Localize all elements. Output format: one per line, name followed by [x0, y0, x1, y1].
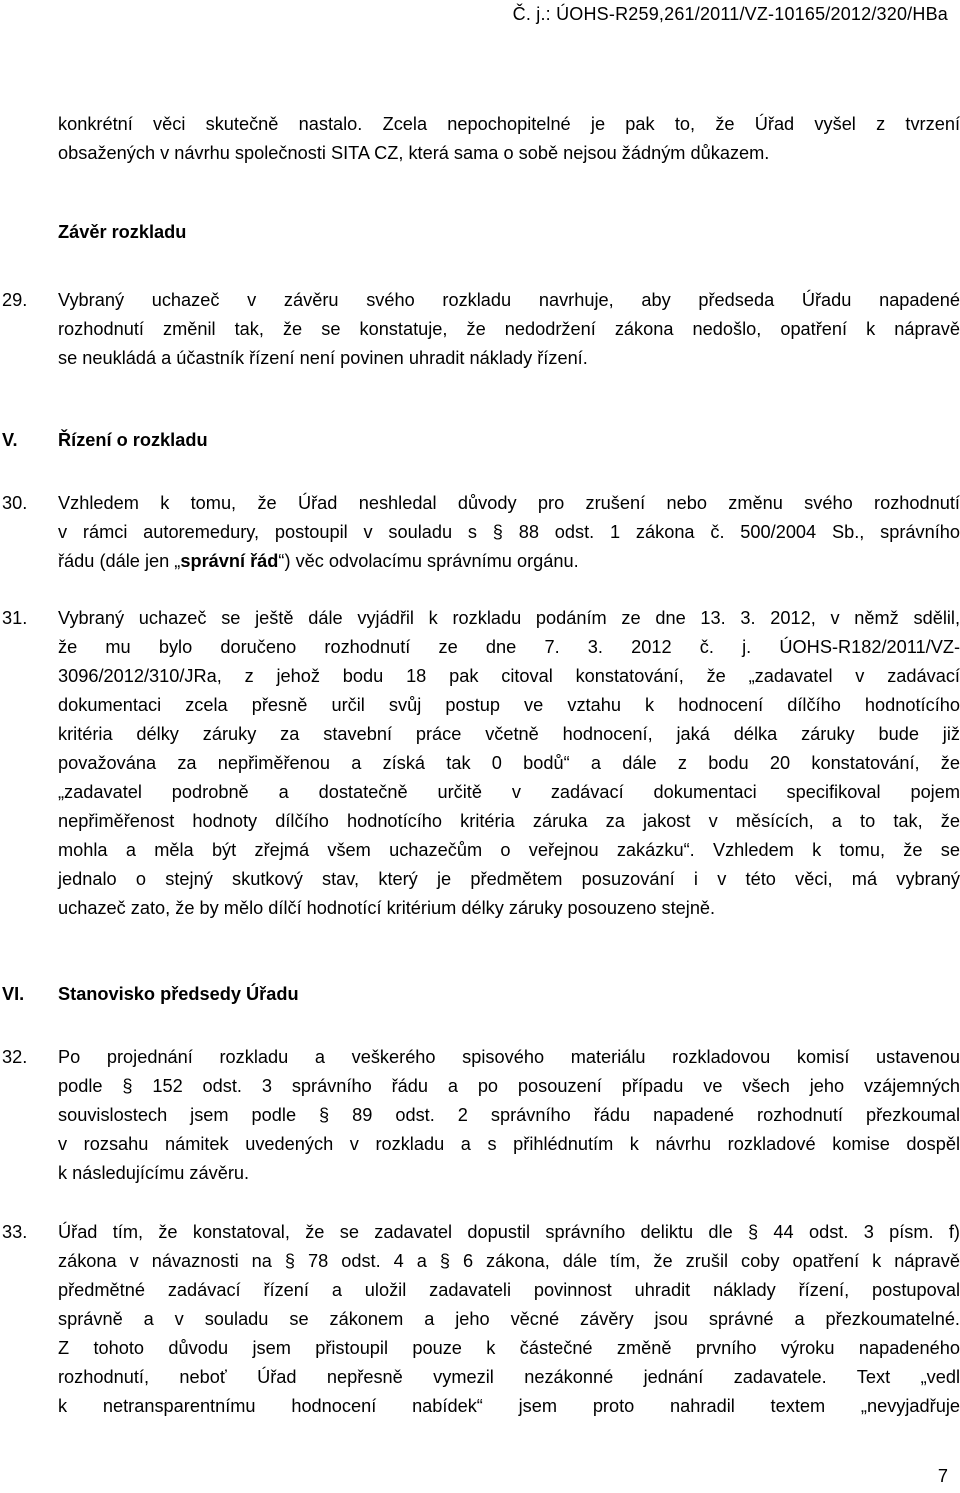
page-number: 7	[937, 1466, 948, 1486]
paragraph-number-32: 32.	[2, 1047, 28, 1067]
intro-line-1: konkrétní věci skutečně nastalo. Zcela nepochopitelné je pak to, že Úřad vyšel z tvrzení	[58, 114, 960, 134]
paragraph-29-line: se neukládá a účastník řízení není povinen uhradit náklady řízení.	[58, 348, 588, 368]
paragraph-30-text: řádu (dále jen „	[58, 551, 181, 571]
paragraph-32-line: k následujícímu závěru.	[58, 1163, 250, 1183]
paragraph-31-line: dokumentaci zcela přesně určil svůj postup ve vztahu k hodnocení dílčího hodnotícího	[58, 695, 960, 715]
section-title-rizeni-o-rozkladu: Řízení o rozkladu	[58, 430, 208, 450]
intro-line-2: obsažených v návrhu společnosti SITA CZ, která sama o sobě nejsou žádným důkazem.	[58, 143, 770, 163]
section-number-vi: VI.	[2, 984, 25, 1004]
paragraph-number-31: 31.	[2, 608, 28, 628]
document-reference-header: Č. j.: ÚOHS-R259,261/2011/VZ-10165/2012/320/HBa	[512, 4, 948, 24]
paragraph-31-line: Vybraný uchazeč se ještě dále vyjádřil k rozkladu podáním ze dne 13. 3. 2012, v němž sdělil,	[58, 608, 960, 628]
paragraph-29-line: rozhodnutí změnil tak, že se konstatuje, že nedodržení zákona nedošlo, opatření k nápravě	[58, 319, 960, 339]
paragraph-30-line	[58, 547, 960, 576]
paragraph-31-line: uchazeč zato, že by mělo dílčí hodnotící kritérium délky záruky posouzeno stejně.	[58, 898, 716, 918]
paragraph-33-line: zákona v návaznosti na § 78 odst. 4 a § 6 zákona, dále tím, že zrušil coby opatření k nápravě	[58, 1251, 960, 1271]
paragraph-32-line: souvislostech jsem podle § 89 odst. 2 správního řádu napadené rozhodnutí přezkoumal	[58, 1105, 960, 1125]
paragraph-31-line: považována za nepřiměřenou a získá tak 0 bodů“ a dále z bodu 20 konstatování, že	[58, 753, 960, 773]
paragraph-31-line: mohla a měla být zřejmá všem uchazečům o veřejnou zakázku“. Vzhledem k tomu, že se	[58, 840, 960, 860]
paragraph-31-line: jednalo o stejný skutkový stav, který je předmětem posuzování i v této věci, má vybraný	[58, 869, 960, 889]
paragraph-31-line: že mu bylo doručeno rozhodnutí ze dne 7. 3. 2012 č. j. ÚOHS-R182/2011/VZ-	[58, 637, 960, 657]
heading-zaver-rozkladu: Závěr rozkladu	[58, 222, 187, 242]
paragraph-31-line: 3096/2012/310/JRa, z jehož bodu 18 pak citoval konstatování, že „zadavatel v zadávací	[58, 666, 960, 686]
paragraph-31	[58, 604, 960, 923]
intro-paragraph	[58, 110, 960, 168]
paragraph-number-29: 29.	[2, 290, 28, 310]
section-number-v: V.	[2, 430, 18, 450]
defined-term-spravni-rad: správní řád	[180, 551, 279, 571]
paragraph-30-line: Vzhledem k tomu, že Úřad neshledal důvody pro zrušení nebo změnu svého rozhodnutí	[58, 493, 960, 513]
paragraph-29	[58, 286, 960, 373]
paragraph-33-line: Z tohoto důvodu jsem přistoupil pouze k částečné změně prvního výroku napadeného	[58, 1338, 960, 1358]
paragraph-33-line: správně a v souladu se zákonem a jeho věcné závěry jsou správné a přezkoumatelné.	[58, 1309, 960, 1329]
paragraph-33	[58, 1218, 960, 1421]
paragraph-31-line: nepřiměřenost hodnoty dílčího hodnotícího kritéria záruka za jakost v měsících, a to tak, že	[58, 811, 960, 831]
paragraph-30-text: “) věc odvolacímu správnímu orgánu.	[278, 551, 579, 571]
paragraph-32-line: Po projednání rozkladu a veškerého spisového materiálu rozkladovou komisí ustavenou	[58, 1047, 960, 1067]
paragraph-33-line: rozhodnutí, neboť Úřad nepřesně vymezil nezákonné jednání zadavatele. Text „vedl	[58, 1367, 960, 1387]
paragraph-32	[58, 1043, 960, 1188]
paragraph-33-line: k netransparentnímu hodnocení nabídek“ jsem proto nahradil textem „nevyjadřuje	[58, 1396, 960, 1416]
paragraph-29-line: Vybraný uchazeč v závěru svého rozkladu navrhuje, aby předseda Úřadu napadené	[58, 290, 960, 310]
paragraph-number-30: 30.	[2, 493, 28, 513]
paragraph-32-line: podle § 152 odst. 3 správního řádu a po posouzení případu ve všech jeho vzájemných	[58, 1076, 960, 1096]
paragraph-33-line: Úřad tím, že konstatoval, že se zadavatel dopustil správního deliktu dle § 44 odst. 3 písm. f)	[58, 1222, 960, 1242]
section-title-stanovisko: Stanovisko předsedy Úřadu	[58, 984, 299, 1004]
paragraph-30-line: v rámci autoremedury, postoupil v souladu s § 88 odst. 1 zákona č. 500/2004 Sb., správního	[58, 522, 960, 542]
paragraph-30	[58, 489, 960, 576]
paragraph-number-33: 33.	[2, 1222, 28, 1242]
paragraph-31-line: „zadavatel podrobně a dostatečně určitě v zadávací dokumentaci specifikoval pojem	[58, 782, 960, 802]
paragraph-31-line: kritéria délky záruky za stavební práce včetně hodnocení, jaká délka záruky bude již	[58, 724, 960, 744]
paragraph-32-line: v rozsahu námitek uvedených v rozkladu a s přihlédnutím k návrhu rozkladové komise dospěl	[58, 1134, 960, 1154]
paragraph-33-line: předmětné zadávací řízení a uložil zadavateli povinnost uhradit náklady řízení, postupoval	[58, 1280, 960, 1300]
